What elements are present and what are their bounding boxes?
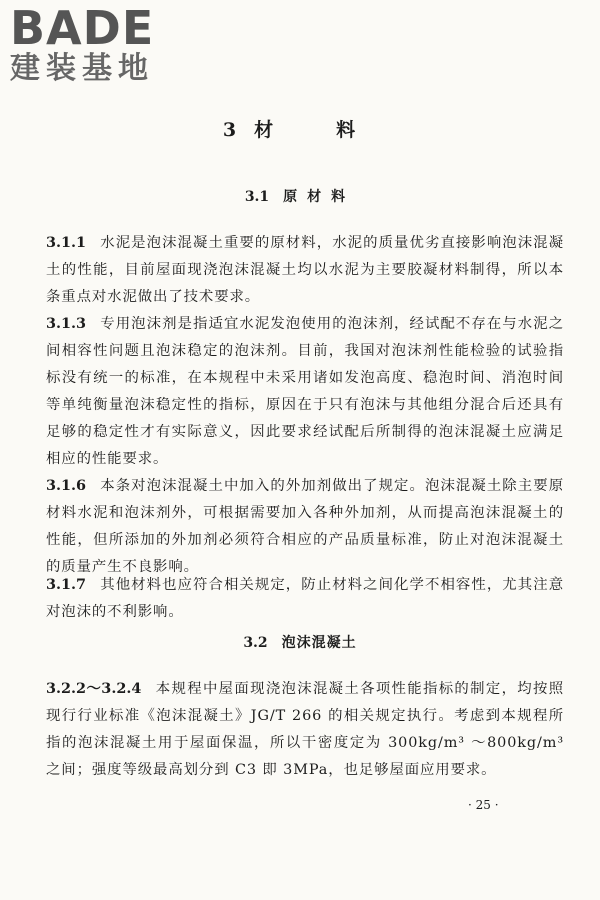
logo-subtitle: 建装基地 bbox=[10, 51, 154, 86]
logo-brand: BADE bbox=[10, 1, 155, 55]
chapter-number: 3 bbox=[222, 119, 237, 141]
paragraph-3-2-2 bbox=[46, 675, 564, 784]
section-title-3-1 bbox=[0, 186, 600, 208]
chapter-name: 材 料 bbox=[254, 119, 378, 141]
section-name: 泡沫混凝土 bbox=[281, 635, 357, 651]
page-number: · 25 · bbox=[468, 798, 499, 812]
clause-number: 3.1.3 bbox=[46, 315, 87, 332]
chapter-title bbox=[0, 116, 600, 144]
paragraph-3-1-6 bbox=[46, 472, 564, 581]
section-number: 3.1 bbox=[244, 189, 270, 205]
clause-number: 3.1.1 bbox=[46, 234, 87, 251]
clause-number: 3.2.2～3.2.4 bbox=[46, 680, 142, 697]
paragraph-text: 专用泡沫剂是指适宜水泥发泡使用的泡沫剂，经试配不存在与水泥之间相容性问题且泡沫稳定的泡沫剂。目前，我国对泡沫剂性能检验的试验指标没有统一的标准，在本规程中未采用诸如发泡高度、稳泡时间、消泡时间等单纯衡量泡沫稳定性的指标，原因在于只有泡沫与其他组分混合后还具有足够的稳定性才有实际意义，因此要求经试配后所制得的泡沫混凝土应满足相应的性能要求。 bbox=[46, 316, 564, 467]
paragraph-3-1-7 bbox=[46, 571, 564, 626]
paragraph-text: 水泥是泡沫混凝土重要的原材料，水泥的质量优劣直接影响泡沫混凝土的性能，目前屋面现浇泡沫混凝土均以水泥为主要胶凝材料制得，所以本条重点对水泥做出了技术要求。 bbox=[46, 235, 564, 305]
paragraph-text: 本规程中屋面现浇泡沫混凝土各项性能指标的制定，均按照现行行业标准《泡沫混凝土》JG/T 266 的相关规定执行。考虑到本规程所指的泡沫混凝土用于屋面保温，所以干密度定为 300kg/m³ ～800kg/m³ 之间；强度等级最高划分到 C3 即 3MPa，也足够屋面应用要求。 bbox=[46, 681, 565, 778]
section-number: 3.2 bbox=[243, 635, 268, 651]
paragraph-text: 本条对泡沫混凝土中加入的外加剂做出了规定。泡沫混凝土除主要原材料水泥和泡沫剂外，可根据需要加入各种外加剂，从而提高泡沫混凝土的性能，但所添加的外加剂必须符合相应的产品质量标准，防止对泡沫混凝土的质量产生不良影响。 bbox=[46, 478, 564, 575]
clause-number: 3.1.7 bbox=[46, 576, 87, 593]
paragraph-3-1-3 bbox=[46, 310, 564, 473]
logo bbox=[6, 2, 176, 88]
section-title-3-2 bbox=[0, 632, 600, 654]
paragraph-text: 其他材料也应符合相关规定，防止材料之间化学不相容性，尤其注意对泡沫的不利影响。 bbox=[46, 577, 564, 620]
clause-number: 3.1.6 bbox=[46, 477, 87, 494]
section-name: 原材料 bbox=[283, 189, 356, 205]
paragraph-3-1-1 bbox=[46, 229, 564, 311]
